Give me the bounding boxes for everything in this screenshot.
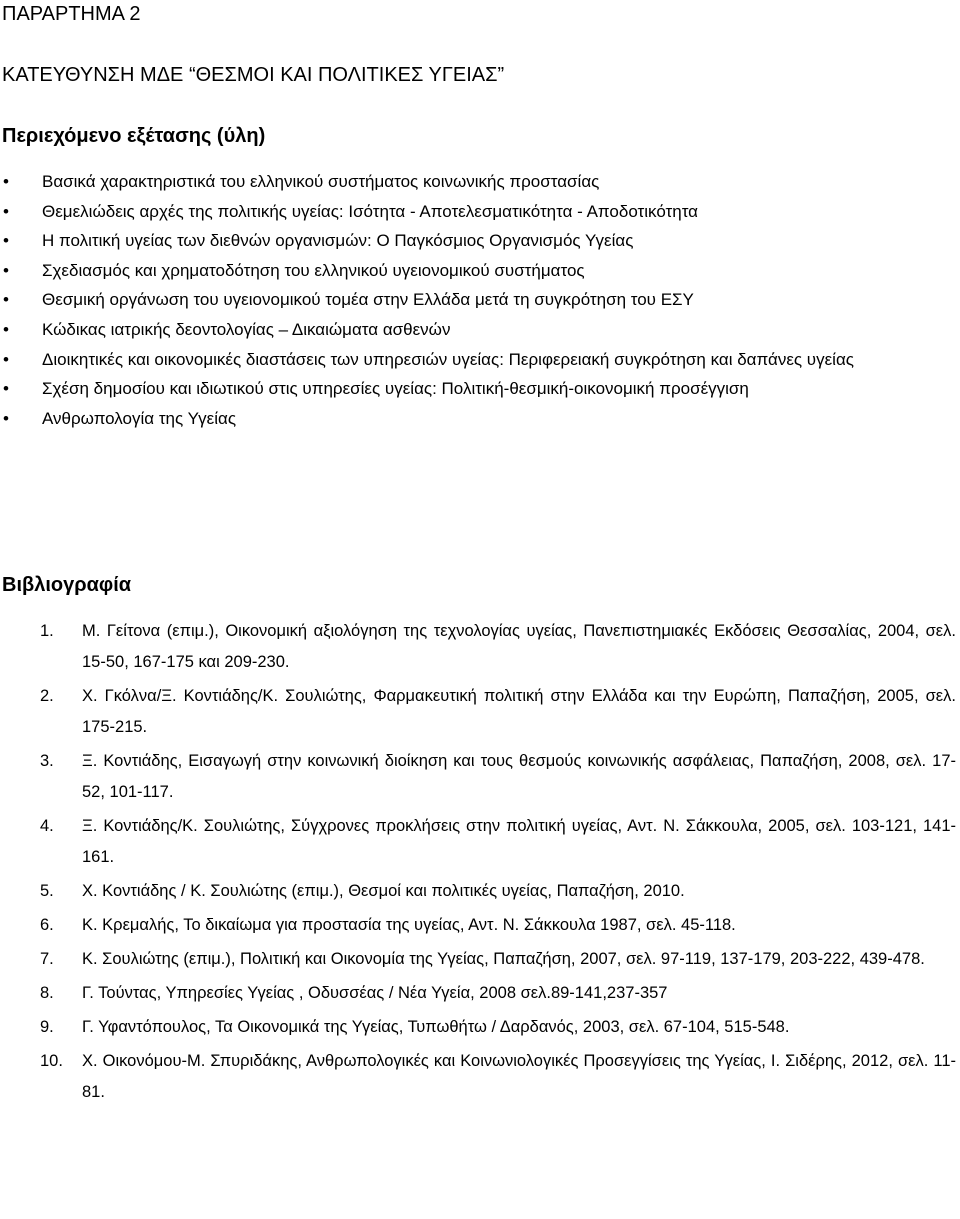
reference-number: 8.	[40, 984, 54, 1002]
reference-text: Κ. Σουλιώτης (επιμ.), Πολιτική και Οικονομία της Υγείας, Παπαζήση, 2007, σελ. 97-119, 137-179, 203-222, 439-478.	[82, 950, 925, 968]
syllabus-item	[0, 345, 960, 375]
bibliography-list	[0, 616, 960, 1111]
reference-text: Γ. Υφαντόπουλος, Τα Οικονομικά της Υγείας, Τυπωθήτω / Δαρδανός, 2003, σελ. 67-104, 515-548.	[82, 1018, 790, 1036]
bullet-icon: •	[3, 201, 9, 221]
bullet-icon: •	[3, 379, 9, 399]
syllabus-item	[0, 374, 960, 404]
reference-item	[0, 944, 960, 975]
syllabus-item-text: Σχεδιασμός και χρηματοδότηση του ελληνικού υγειονομικού συστήματος	[42, 260, 585, 280]
syllabus-item	[0, 285, 960, 315]
reference-number: 3.	[40, 752, 54, 770]
bullet-icon: •	[3, 319, 9, 339]
reference-number: 6.	[40, 916, 54, 934]
reference-number: 2.	[40, 687, 54, 705]
syllabus-item	[0, 197, 960, 227]
bullet-icon: •	[3, 349, 9, 369]
reference-number: 5.	[40, 882, 54, 900]
reference-text: Χ. Γκόλνα/Ξ. Κοντιάδης/Κ. Σουλιώτης, Φαρμακευτική πολιτική στην Ελλάδα και την Ευρώπη, Παπαζήση, 2005, σελ. 175-215.	[82, 687, 956, 736]
reference-item	[0, 1012, 960, 1043]
syllabus-item-text: Διοικητικές και οικονομικές διαστάσεις των υπηρεσιών υγείας: Περιφερειακή συγκρότηση και δαπάνες υγείας	[42, 349, 854, 369]
reference-number: 4.	[40, 817, 54, 835]
reference-item	[0, 811, 960, 873]
reference-item	[0, 876, 960, 907]
syllabus-item	[0, 404, 960, 434]
reference-item	[0, 910, 960, 941]
syllabus-item	[0, 256, 960, 286]
reference-text: Μ. Γείτονα (επιμ.), Οικονομική αξιολόγηση της τεχνολογίας υγείας, Πανεπιστημιακές Εκδόσεις Θεσσαλίας, 2004, σελ. 15-50, 167-175 και 209-230.	[82, 622, 956, 671]
reference-text: Ξ. Κοντιάδης, Εισαγωγή στην κοινωνική διοίκηση και τους θεσμούς κοινωνικής ασφάλειας, Παπαζήση, 2008, σελ. 17-52, 101-117.	[82, 752, 956, 801]
reference-text: Γ. Τούντας, Υπηρεσίες Υγείας , Οδυσσέας / Νέα Υγεία, 2008 σελ.89-141,237-357	[82, 984, 668, 1002]
bullet-icon: •	[3, 260, 9, 280]
reference-number: 1.	[40, 622, 54, 640]
syllabus-item	[0, 167, 960, 197]
direction-title: ΚΑΤΕΥΘΥΝΣΗ ΜΔΕ “ΘΕΣΜΟΙ ΚΑΙ ΠΟΛΙΤΙΚΕΣ ΥΓΕΙΑΣ”	[2, 64, 505, 86]
syllabus-item-text: Ανθρωπολογία της Υγείας	[42, 408, 237, 428]
reference-item	[0, 681, 960, 743]
bullet-icon: •	[3, 290, 9, 310]
reference-item	[0, 616, 960, 678]
bullet-icon: •	[3, 231, 9, 251]
bibliography-heading: Βιβλιογραφία	[2, 574, 132, 596]
syllabus-item-text: Βασικά χαρακτηριστικά του ελληνικού συστήματος κοινωνικής προστασίας	[42, 172, 600, 191]
syllabus-item	[0, 226, 960, 256]
bullet-icon: •	[3, 408, 9, 428]
reference-number: 7.	[40, 950, 54, 968]
syllabus-item-text: Σχέση δημοσίου και ιδιωτικού στις υπηρεσίες υγείας: Πολιτική-θεσμική-οικονομική προσέγγιση	[42, 379, 749, 399]
reference-item	[0, 746, 960, 808]
reference-text: Χ. Οικονόμου-Μ. Σπυριδάκης, Ανθρωπολογικές και Κοινωνιολογικές Προσεγγίσεις της Υγείας, Ι. Σιδέρης, 2012, σελ. 11-81.	[82, 1052, 956, 1101]
syllabus-heading: Περιεχόμενο εξέτασης (ύλη)	[2, 125, 266, 147]
bullet-icon: •	[3, 172, 9, 191]
reference-number: 9.	[40, 1018, 54, 1036]
reference-text: Κ. Κρεμαλής, Το δικαίωμα για προστασία της υγείας, Αντ. Ν. Σάκκουλα 1987, σελ. 45-118.	[82, 916, 736, 934]
syllabus-item-text: Θεμελιώδεις αρχές της πολιτικής υγείας: Ισότητα - Αποτελεσματικότητα - Αποδοτικότητα	[42, 201, 699, 221]
syllabus-list	[0, 167, 960, 433]
syllabus-item-text: Η πολιτική υγείας των διεθνών οργανισμών: Ο Παγκόσμιος Οργανισμός Υγείας	[42, 231, 634, 251]
syllabus-item	[0, 315, 960, 345]
syllabus-item-text: Θεσμική οργάνωση του υγειονομικού τομέα στην Ελλάδα μετά τη συγκρότηση του ΕΣΥ	[42, 290, 694, 310]
reference-item	[0, 978, 960, 1009]
appendix-title: ΠΑΡΑΡΤΗΜΑ 2	[2, 3, 141, 25]
reference-number: 10.	[40, 1052, 63, 1070]
reference-item	[0, 1046, 960, 1108]
reference-text: Ξ. Κοντιάδης/Κ. Σουλιώτης, Σύγχρονες προκλήσεις στην πολιτική υγείας, Αντ. Ν. Σάκκουλα, 2005, σελ. 103-121, 141-161.	[82, 817, 956, 866]
syllabus-item-text: Κώδικας ιατρικής δεοντολογίας – Δικαιώματα ασθενών	[42, 319, 451, 339]
reference-text: Χ. Κοντιάδης / Κ. Σουλιώτης (επιμ.), Θεσμοί και πολιτικές υγείας, Παπαζήση, 2010.	[82, 882, 685, 900]
